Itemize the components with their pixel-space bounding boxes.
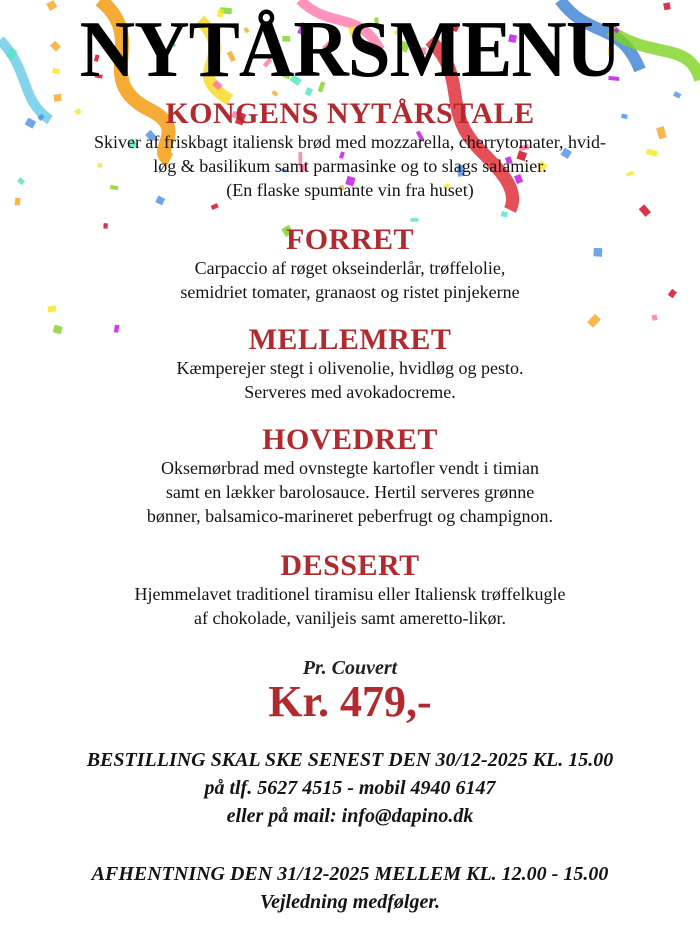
menu-line: Oksemørbrad med ovnstegte kartofler vendt i timian xyxy=(161,458,539,478)
pickup-time: AFHENTNING DEN 31/12-2025 MELLEM KL. 12.00 - 15.00 xyxy=(91,863,609,885)
order-deadline: BESTILLING SKAL SKE SENEST DEN 30/12-2025 KL. 15.00 xyxy=(86,749,614,771)
menu-line: af chokolade, vaniljeis samt ameretto-likør. xyxy=(194,608,506,628)
section-mellemret xyxy=(0,324,700,404)
menu-line: Serveres med avokadocreme. xyxy=(244,382,456,402)
section-hovedret xyxy=(0,424,700,528)
menu-line: Kæmperejer stegt i olivenolie, hvidløg og pesto. xyxy=(176,358,524,378)
price-amount: Kr. 479,- xyxy=(268,677,432,726)
menu-line: Hjemmelavet traditionel tiramisu eller Italiensk trøffelkugle xyxy=(134,584,566,604)
price-label: Pr. Couvert xyxy=(302,657,398,679)
section-kongens xyxy=(0,98,700,202)
section-heading: DESSERT xyxy=(280,549,420,582)
section-dessert xyxy=(0,550,700,630)
order-phone: på tlf. 5627 4515 - mobil 4940 6147 xyxy=(204,777,496,799)
section-heading: KONGENS NYTÅRSTALE xyxy=(165,97,535,130)
menu-line: bønner, balsamico-marineret peberfrugt og champignon. xyxy=(146,506,554,526)
section-heading: MELLEMRET xyxy=(248,323,452,356)
order-email: eller på mail: info@dapino.dk xyxy=(226,805,474,827)
section-forret xyxy=(0,224,700,304)
menu-line: løg & basilikum samt parmasinke og to slags salamier. xyxy=(153,156,547,176)
pickup-note: Vejledning medfølger. xyxy=(260,891,440,913)
menu-line: Skiver af friskbagt italiensk brød med mozzarella, cherrytomater, hvid- xyxy=(93,132,607,152)
menu-line: (En flaske spumante vin fra huset) xyxy=(226,180,474,200)
menu-line: samt en lækker barolosauce. Hertil serveres grønne xyxy=(165,482,535,502)
section-heading: HOVEDRET xyxy=(262,423,438,456)
menu-line: semidriet tomater, granaost og ristet pinjekerne xyxy=(180,282,520,302)
menu-line: Carpaccio af røget okseinderlår, trøffelolie, xyxy=(194,258,506,278)
section-heading: FORRET xyxy=(285,223,414,256)
menu-title: NYTÅRSMENU xyxy=(79,6,621,94)
